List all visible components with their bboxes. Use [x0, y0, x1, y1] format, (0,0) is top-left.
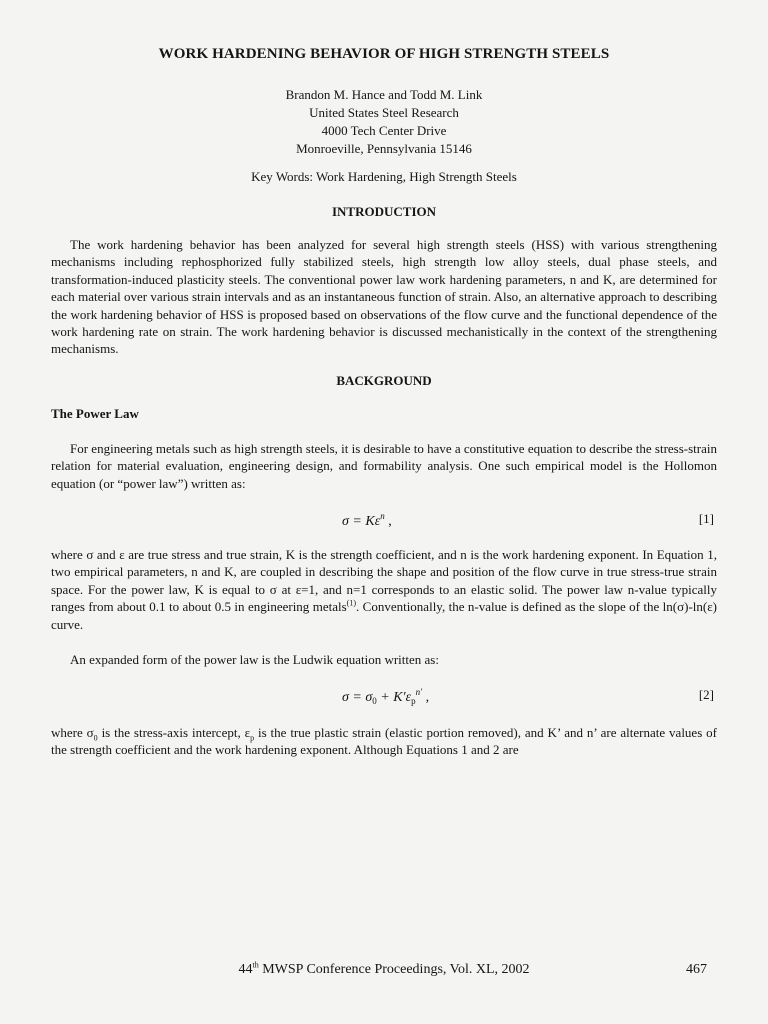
section-heading-background: BACKGROUND	[336, 373, 432, 388]
background-paragraph-3-block	[51, 651, 717, 668]
introduction-paragraph: The work hardening behavior has been analyzed for several high strength steels (HSS) with various strengthening mechanisms including rephosphorized fully stabilized steels, high strength low alloy steels, dual phase steels, and transformation-induced plasticity steels. The conventional power law work hardening parameters, n and K, are determined for each material over various strain intervals and as an instantaneous function of strain. Also, an alternative approach to describing the work hardening behavior of HSS is proposed based on observations of the flow curve and the functional dependence of the work hardening rate on strain. The work hardening behavior is discussed mechanistically in the context of the strengthening mechanisms.	[51, 237, 717, 357]
introduction-body	[51, 236, 717, 358]
equation-2-middle: + K′ε	[376, 690, 412, 705]
paper-title: WORK HARDENING BEHAVIOR OF HIGH STRENGTH STEELS	[158, 46, 610, 62]
address-line-1: 4000 Tech Center Drive	[321, 123, 447, 138]
equation-1	[51, 511, 714, 533]
equation-2-number: [2]	[698, 687, 714, 702]
background-paragraph-2-end: . Conventionally, the n-value is defined as the slope of the ln(σ)-ln(ε) curve.	[51, 599, 717, 632]
address-line-2: Monroeville, Pennsylvania 15146	[296, 141, 472, 156]
footer-ordinal: 44	[238, 962, 253, 977]
equation-1-exponent: n	[380, 511, 385, 521]
affiliation: United States Steel Research	[309, 105, 459, 120]
equation-2-exponent: n′	[415, 687, 423, 697]
p4-text-c: is the true plastic strain (elastic portion removed), and K’ and n’ are alternate values of the strength coefficient and the work hardening exponent. Although Equations 1 and 2 are	[51, 725, 717, 758]
equation-2-subscript-p: p	[411, 696, 416, 706]
equation-1-lhs: σ = Kε	[342, 514, 381, 529]
footer-proceedings: MWSP Conference Proceedings, Vol. XL, 2002	[258, 962, 530, 977]
background-paragraph-1-block	[51, 440, 717, 492]
equation-1-number: [1]	[698, 511, 714, 526]
p4-sub-p: p	[250, 733, 255, 743]
background-paragraph-4-block	[51, 724, 717, 759]
author-block	[0, 86, 768, 158]
equation-2-comma: ,	[422, 690, 430, 705]
authors: Brandon M. Hance and Todd M. Link	[285, 87, 483, 102]
background-paragraph-2	[51, 546, 717, 633]
equation-1-expression	[342, 511, 392, 530]
equation-2-expression	[342, 687, 429, 706]
background-paragraph-4	[51, 724, 717, 759]
keywords: Key Words: Work Hardening, High Strength Steels	[251, 169, 517, 184]
background-paragraph-1: For engineering metals such as high strength steels, it is desirable to have a constitutive equation to describe the stress-strain relation for material evaluation, engineering design, and formability analysis. One such empirical model is the Hollomon equation (or “power law”) written as:	[51, 441, 717, 491]
equation-2-lhs: σ = σ	[342, 690, 373, 705]
equation-2-subscript-0: 0	[372, 696, 377, 706]
background-paragraph-3: An expanded form of the power law is the Ludwik equation written as:	[70, 652, 439, 667]
equation-1-comma: ,	[384, 514, 392, 529]
background-paragraph-2-main: where σ and ε are true stress and true strain, K is the strength coefficient, and n is the work hardening exponent. In Equation 1, two empirical parameters, n and K, are coupled in describing the shape and position of the flow curve in true stress-true strain space. For the power law, K is equal to σ at ε=1, and n=1 corresponds to an elastic solid. The power law n-value typically ranges from about 0.1 to about 0.5 in engineering metals	[51, 547, 717, 615]
page-number: 467	[686, 962, 707, 977]
p4-text-a: where σ	[51, 725, 94, 740]
citation-1: (1)	[346, 598, 356, 608]
background-paragraph-2-block	[51, 546, 717, 633]
equation-2	[51, 687, 714, 709]
p4-sub-0: 0	[93, 733, 98, 743]
footer-ordinal-suffix: th	[252, 960, 259, 970]
subsection-heading-power-law: The Power Law	[51, 406, 139, 421]
page-footer	[0, 962, 768, 978]
section-heading-introduction: INTRODUCTION	[331, 204, 436, 219]
p4-text-b: is the stress-axis intercept, ε	[97, 725, 251, 740]
